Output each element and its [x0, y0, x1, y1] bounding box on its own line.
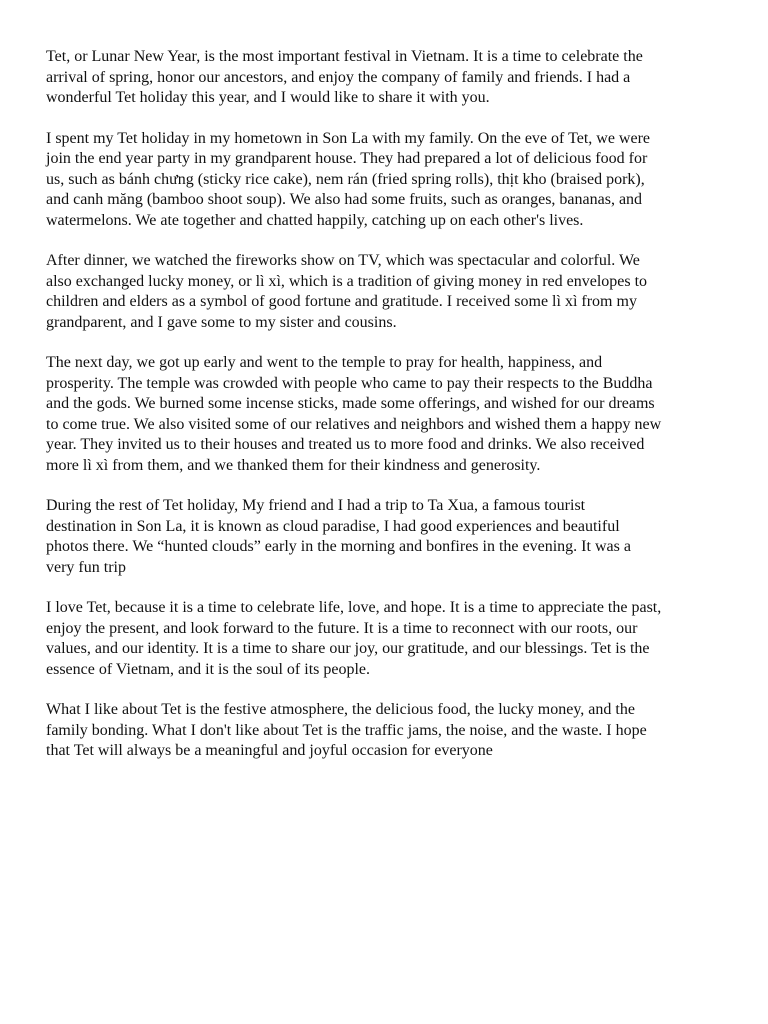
paragraph-after-dinner: [46, 251, 726, 333]
text-line: more lì xì from them, and we thanked them for their kindness and generosity.: [46, 456, 541, 474]
document-body: [46, 47, 726, 782]
paragraph-next-day: [46, 353, 726, 476]
text-line: arrival of spring, honor our ancestors, and enjoy the company of family and friends. I had a: [46, 68, 631, 86]
paragraph-eve-of-tet: [46, 129, 726, 232]
text-line: to come true. We also visited some of our relatives and neighbors and wished them a happy new: [46, 415, 662, 433]
text-line: During the rest of Tet holiday, My friend and I had a trip to Ta Xua, a famous tourist: [46, 497, 586, 514]
text-line: I love Tet, because it is a time to celebrate life, love, and hope. It is a time to appreciate the past,: [46, 599, 662, 616]
paragraph-likes-dislikes: [46, 700, 726, 762]
text-line: very fun trip: [46, 558, 126, 576]
text-line: children and elders as a symbol of good fortune and gratitude. I received some lì xì from my: [46, 293, 637, 310]
text-line: family bonding. What I don't like about Tet is the traffic jams, the noise, and the waste. I hope: [46, 721, 647, 739]
text-line: that Tet will always be a meaningful and joyful occasion for everyone: [46, 742, 493, 759]
text-line: photos there. We “hunted clouds” early in the morning and bonfires in the evening. It was a: [46, 538, 631, 555]
text-line: wonderful Tet holiday this year, and I would like to share it with you.: [46, 89, 490, 106]
text-line: watermelons. We ate together and chatted happily, catching up on each other's lives.: [46, 211, 584, 229]
text-line: also exchanged lucky money, or lì xì, which is a tradition of giving money in red envelopes to: [46, 272, 648, 290]
paragraph-love-tet: [46, 598, 726, 680]
text-line: and the gods. We burned some incense sticks, made some offerings, and wished for our dreams: [46, 395, 655, 412]
text-line: and canh măng (bamboo shoot soup). We also had some fruits, such as oranges, bananas, and: [46, 191, 643, 208]
text-line: essence of Vietnam, and it is the soul of its people.: [46, 660, 371, 678]
text-line: enjoy the present, and look forward to the future. It is a time to reconnect with our roots, our: [46, 619, 638, 637]
text-line: prosperity. The temple was crowded with people who came to pay their respects to the Buddha: [46, 374, 653, 392]
text-line: join the end year party in my grandparent house. They had prepared a lot of delicious food for: [46, 150, 648, 167]
text-line: I spent my Tet holiday in my hometown in Son La with my family. On the eve of Tet, we were: [46, 129, 651, 147]
paragraph-intro: [46, 47, 726, 109]
text-line: us, such as bánh chưng (sticky rice cake), nem rán (fried spring rolls), thịt kho (braised pork),: [46, 170, 645, 188]
paragraph-ta-xua-trip: [46, 496, 726, 578]
text-line: destination in Son La, it is known as cloud paradise, I had good experiences and beautiful: [46, 517, 620, 535]
text-line: year. They invited us to their houses and treated us to more food and drinks. We also received: [46, 436, 645, 453]
text-line: The next day, we got up early and went to the temple to pray for health, happiness, and: [46, 354, 603, 371]
text-line: values, and our identity. It is a time to share our joy, our gratitude, and our blessings. Tet is the: [46, 640, 650, 657]
text-line: Tet, or Lunar New Year, is the most important festival in Vietnam. It is a time to celebrate the: [46, 48, 643, 65]
text-line: What I like about Tet is the festive atmosphere, the delicious food, the lucky money, and the: [46, 701, 635, 718]
text-line: grandparent, and I gave some to my sister and cousins.: [46, 313, 397, 331]
text-line: After dinner, we watched the fireworks show on TV, which was spectacular and colorful. We: [46, 252, 640, 269]
